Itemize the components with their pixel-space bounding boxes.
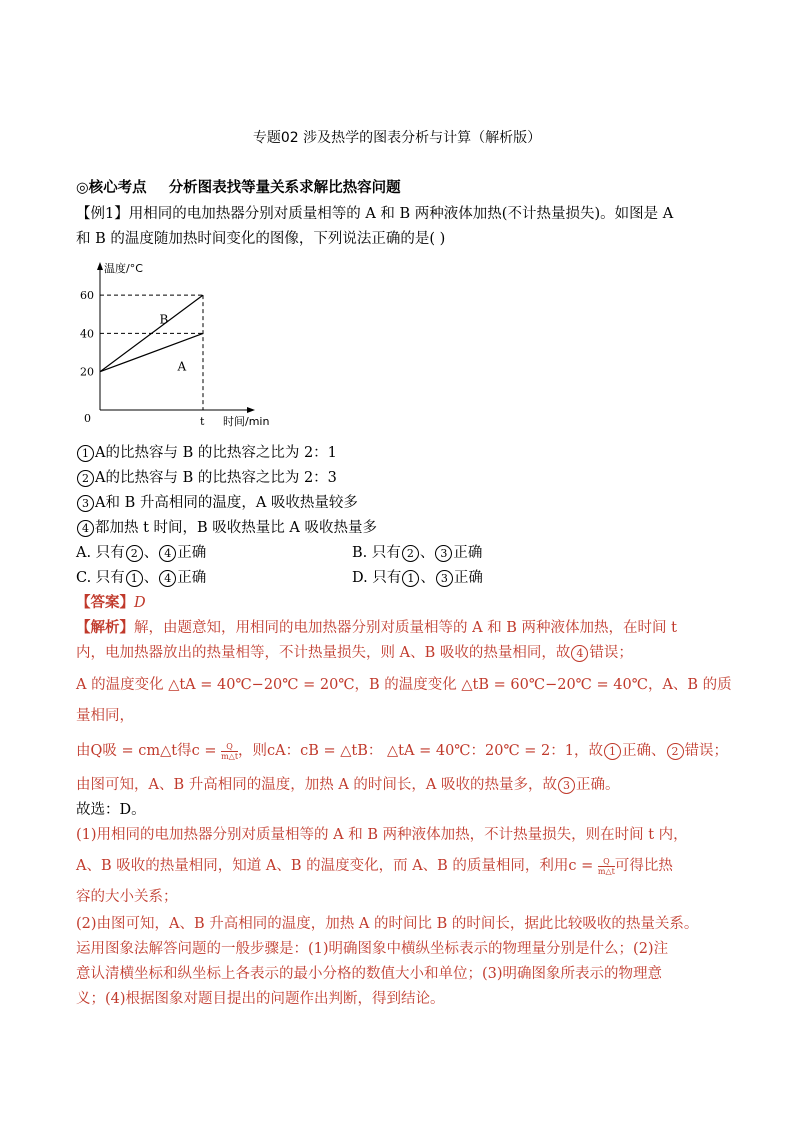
point-2-line-1: (2)由图可知，A、B 升高相同的温度，加热 A 的时间比 B 的时间长，据此比较吸收的热量关系。: [76, 916, 699, 932]
x-tick-label: t: [200, 415, 205, 428]
point-1-line-3: 容的大小关系；: [76, 889, 178, 905]
statement-2: 2 A的比热容与 B 的比热容之比为 2：3: [76, 466, 337, 487]
x-axis-label: 时间/min: [223, 415, 270, 428]
option-d[interactable]: D. 只有 1 、 3 正确: [352, 570, 483, 586]
option-c[interactable]: C. 只有 1 、 4 正确: [76, 570, 207, 586]
y-axis-arrow: [97, 262, 103, 270]
point-1-line-2: A、B 吸收的热量相同，知道 A、B 的温度变化，而 A、B 的质量相同，利用c = $\frac{Q}{m\triangle t}$ 可得比热: [76, 856, 673, 876]
analysis-line-2: 内，电加热器放出的热量相等，不计热量损失，则 A、B 吸收的热量相同，故 4 错误；: [76, 645, 633, 661]
series-line-A: [100, 333, 203, 371]
section-heading: [76, 176, 401, 197]
circled-number: 2: [77, 470, 94, 487]
circled-number: 1: [77, 445, 94, 462]
analysis-line-6: 由图可知，A、B 升高相同的温度，加热 A 的时间长，A 吸收的热量多，故 3 正确。: [76, 777, 620, 793]
answer-tag: 【答案】: [76, 594, 134, 611]
question-tag: 【例1】: [76, 206, 129, 222]
analysis-line-4: 量相同，: [76, 708, 134, 724]
analysis-line-5: 由Q吸 = cm△t得c = $\frac{Q}{m\triangle t}$ ，则cA：cB = △tB： △tA = 40℃：20℃ = 2：1，故 1 正确、 2 错误；: [76, 741, 729, 761]
section-label: ◎核心考点: [76, 180, 147, 196]
chart-axes: [97, 262, 255, 413]
analysis-line-3: A 的温度变化 △tA = 40℃−20℃ = 20℃，B 的温度变化 △tB = 60℃−20℃ = 40℃，A、B 的质: [76, 677, 732, 693]
origin-label: 0: [84, 412, 91, 425]
analysis-tag: 【解析】: [76, 619, 134, 636]
statement-3: 3 A和 B 升高相同的温度，A 吸收热量较多: [76, 491, 358, 512]
option-b[interactable]: B. 只有 2 、 3 正确: [352, 545, 483, 561]
question-line-1: 【例1】用相同的电加热器分别对质量相等的 A 和 B 两种液体加热(不计热量损失)。如图是 A: [76, 206, 674, 222]
fraction: $\frac{Q}{m\triangle t}$: [597, 856, 615, 876]
x-axis-arrow: [247, 407, 255, 413]
point-1-line-1: (1)用相同的电加热器分别对质量相等的 A 和 B 两种液体加热，不计热量损失，则在时间 t 内，: [76, 827, 688, 843]
point-2-line-3: 意认清横坐标和纵坐标上各表示的最小分格的数值大小和单位；(3)明确图象所表示的物理意: [76, 966, 663, 982]
page-title: 专题02 涉及热学的图表分析与计算（解析版）: [252, 130, 542, 146]
answer-value: D: [134, 595, 146, 611]
temperature-time-chart: [70, 256, 270, 431]
question-line-2: 和 B 的温度随加热时间变化的图像，下列说法正确的是( ): [76, 231, 446, 247]
analysis-line-7: 故选：D。: [76, 802, 146, 818]
y-tick-label: 40: [80, 327, 94, 341]
statement-4: 4 都加热 t 时间，B 吸收热量比 A 吸收热量多: [76, 516, 377, 537]
point-2-line-4: 义；(4)根据图象对题目提出的问题作出判断，得到结论。: [76, 991, 445, 1007]
statement-1: 1 A的比热容与 B 的比热容之比为 2：1: [76, 441, 337, 462]
fraction: $\frac{Q}{m\triangle t}$: [221, 741, 239, 761]
y-tick-label: 60: [80, 289, 94, 303]
y-tick-label: 20: [80, 365, 94, 379]
circled-number: 3: [77, 495, 94, 512]
series-label-B: B: [159, 312, 169, 327]
y-axis-label: 温度/°C: [104, 262, 143, 275]
answer-line: [76, 591, 146, 612]
section-title: 分析图表找等量关系求解比热容问题: [168, 180, 401, 196]
point-2-line-2: 运用图象法解答问题的一般步骤是：(1)明确图象中横纵坐标表示的物理量分别是什么；(2)注: [76, 941, 669, 957]
series-label-A: A: [177, 359, 187, 374]
circled-number: 4: [77, 520, 94, 537]
analysis-line-1: 【解析】解，由题意知，用相同的电加热器分别对质量相等的 A 和 B 两种液体加热，在时间 t: [76, 619, 677, 636]
option-a[interactable]: A. 只有 2 、 4 正确: [76, 545, 207, 561]
